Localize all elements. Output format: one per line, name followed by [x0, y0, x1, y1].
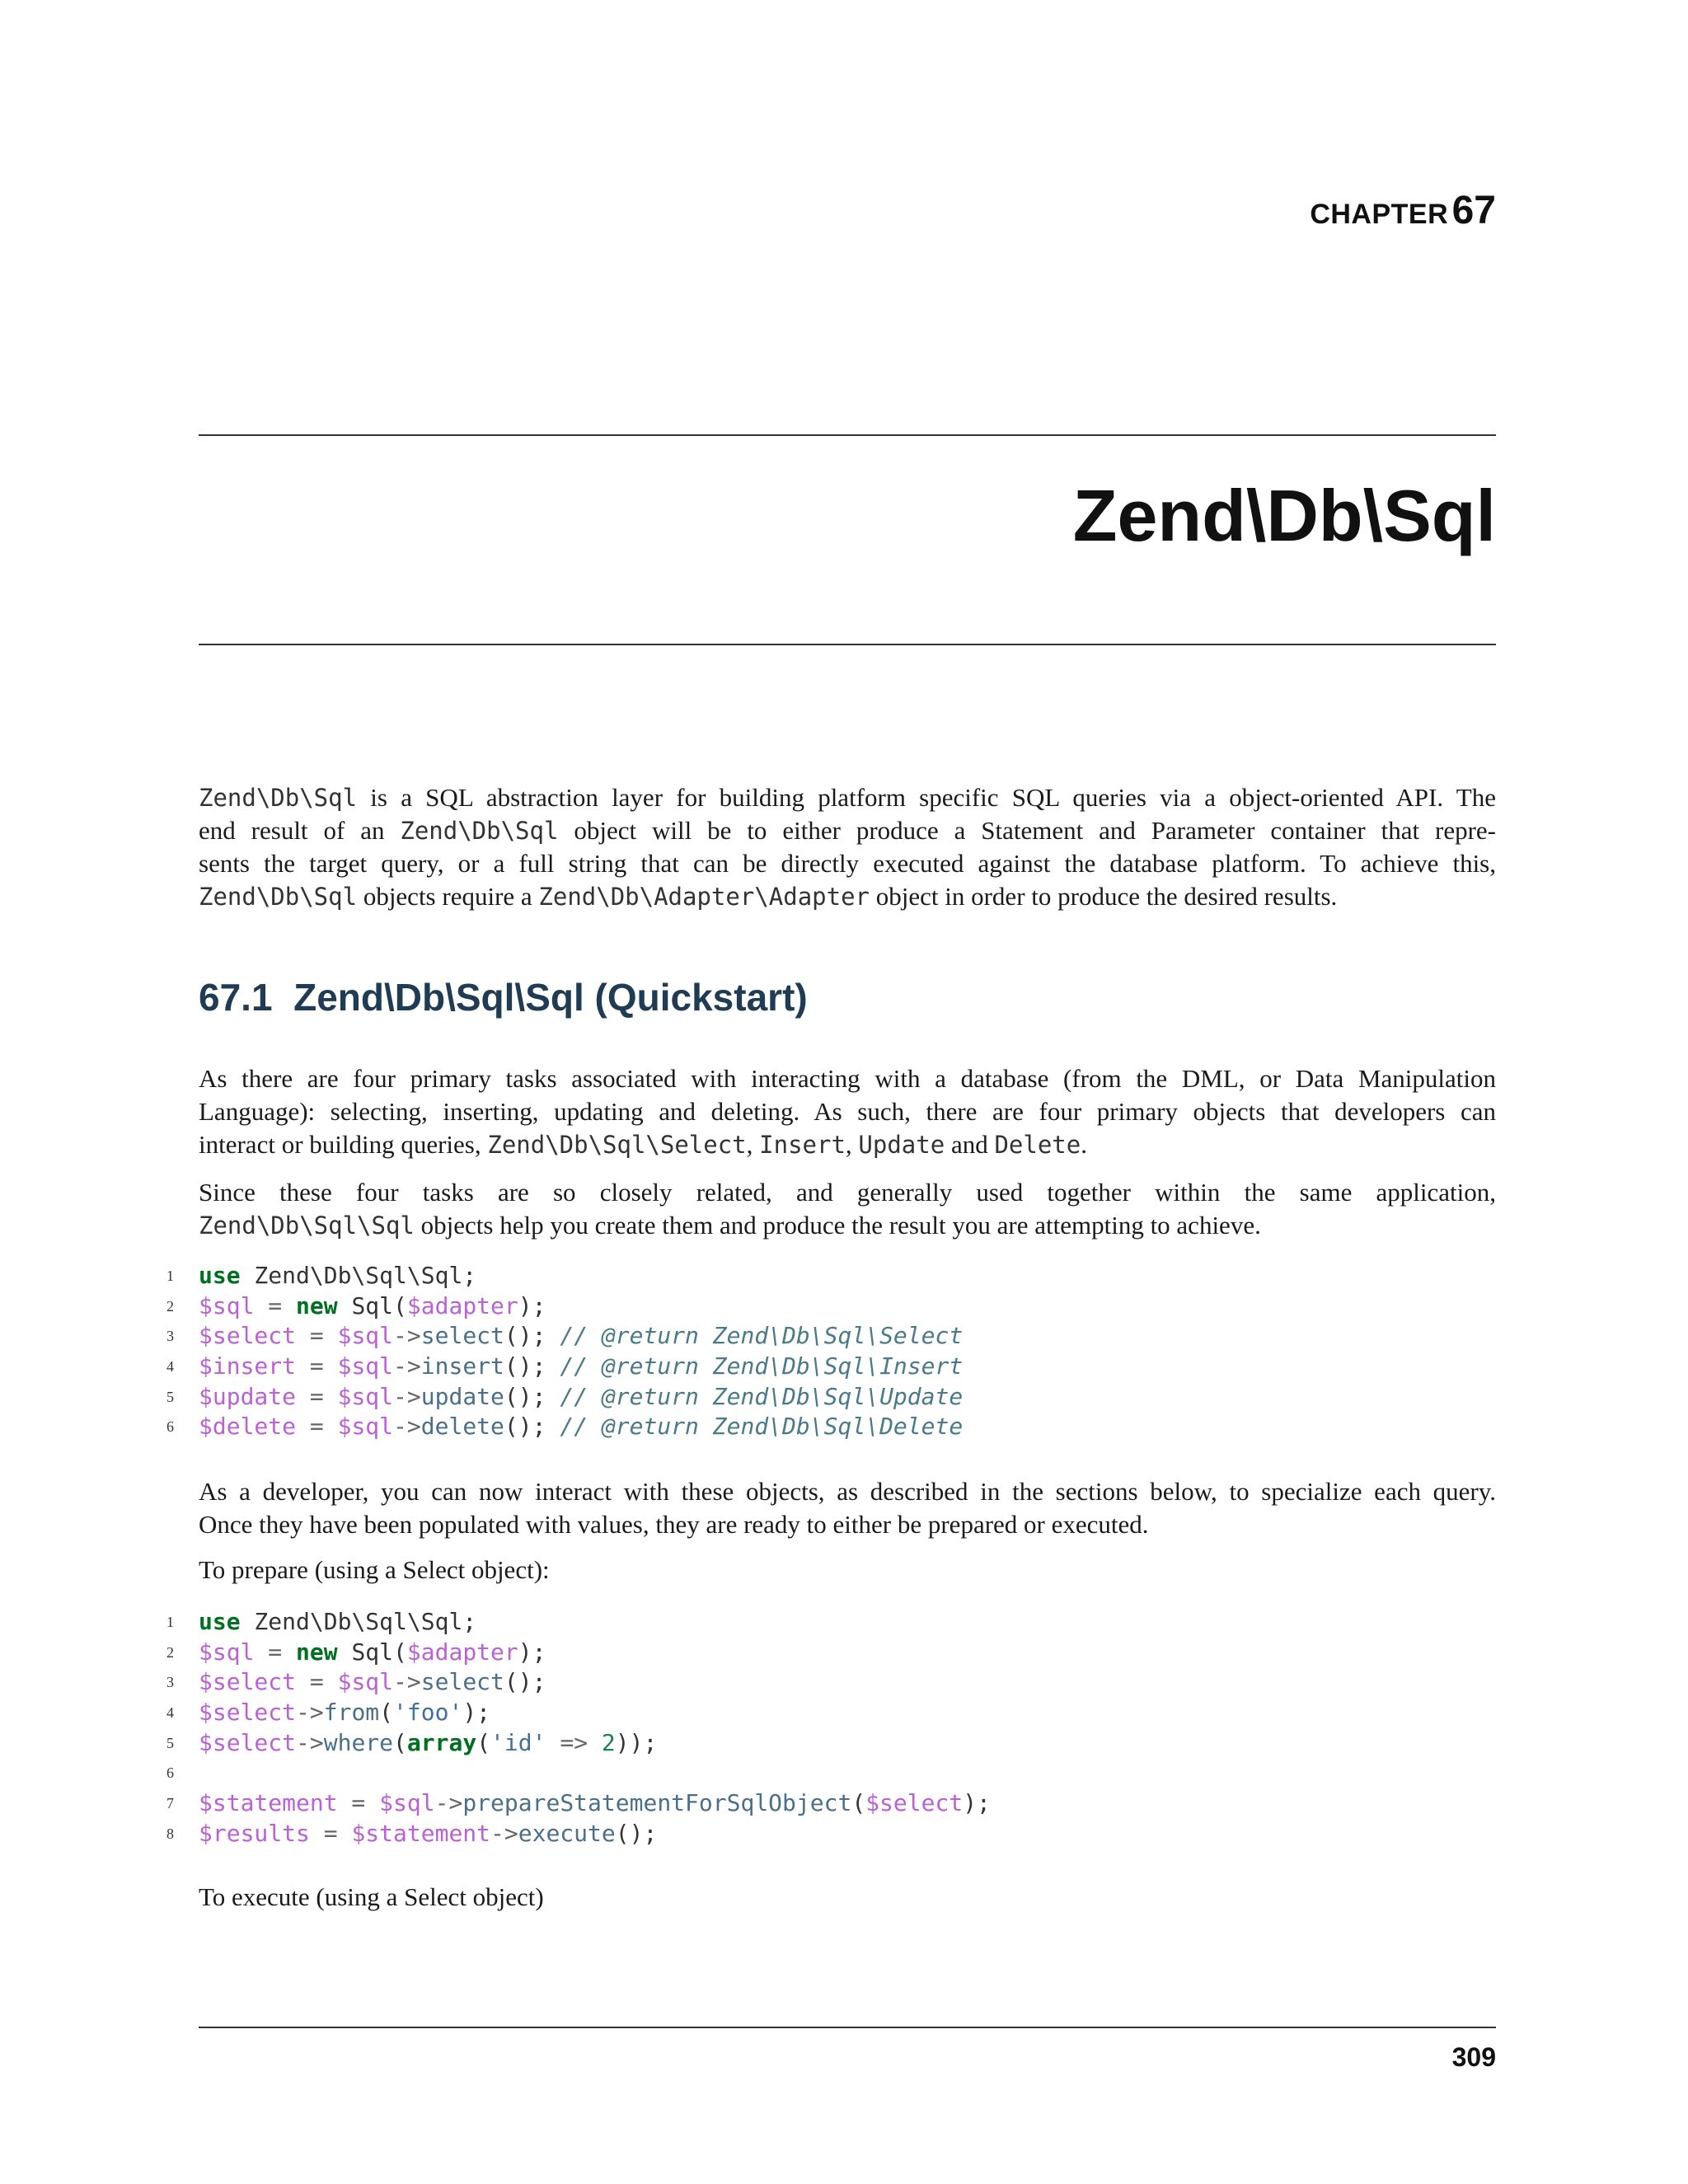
section-title: Zend\Db\Sql\Sql (Quickstart) — [293, 976, 808, 1019]
namespace: Zend\Db\Sql\Sql; — [240, 1262, 477, 1289]
operator: -> — [393, 1382, 421, 1410]
comment: // @return Zend\Db\Sql\Insert — [546, 1352, 964, 1380]
operator: = — [309, 1819, 352, 1847]
inline-code: Zend\Db\Sql\Sql — [199, 1212, 415, 1240]
title-bottom-rule — [199, 644, 1496, 645]
intro-paragraph — [199, 781, 1496, 913]
operator: => — [546, 1728, 602, 1756]
punctuation: ( — [393, 1728, 407, 1756]
number: 2 — [601, 1728, 616, 1756]
operator: -> — [393, 1668, 421, 1696]
operator: -> — [296, 1699, 324, 1727]
variable: $statement — [199, 1789, 338, 1817]
inline-code: Zend\Db\Adapter\Adapter — [538, 883, 870, 911]
inline-code: Insert — [759, 1131, 846, 1159]
text: Once they have been populated with values, they are ready to either be prepared or executed. — [199, 1510, 1149, 1539]
text: To execute (using a Select object) — [199, 1882, 544, 1911]
comment: // @return Zend\Db\Sql\Update — [546, 1382, 964, 1410]
line-number: 4 — [166, 1358, 174, 1376]
line-number: 4 — [166, 1704, 174, 1722]
variable: $select — [199, 1668, 297, 1696]
operator: = — [254, 1291, 297, 1319]
text: interact or building queries, — [199, 1130, 488, 1159]
text: , — [746, 1130, 760, 1159]
keyword: array — [406, 1728, 477, 1756]
chapter-word: CHAPTER — [1310, 199, 1449, 230]
code-block-prepare — [166, 1607, 1496, 1849]
code-line — [166, 1607, 1496, 1638]
code-line — [166, 1758, 1496, 1788]
method: from — [323, 1699, 380, 1727]
string: 'id' — [490, 1728, 546, 1756]
paragraph-execute — [199, 1881, 1496, 1914]
code-block-quickstart — [166, 1261, 1496, 1442]
punctuation: ( — [851, 1789, 866, 1817]
inline-code: Zend\Db\Sql\Select — [487, 1131, 747, 1159]
punctuation: ); — [462, 1699, 491, 1727]
method: execute — [518, 1819, 616, 1847]
namespace: Zend\Db\Sql\Sql; — [240, 1608, 477, 1635]
string: 'foo' — [393, 1699, 463, 1727]
method: select — [420, 1668, 504, 1696]
section-number: 67.1 — [199, 976, 273, 1019]
line-number: 3 — [166, 1674, 174, 1691]
line-number: 7 — [166, 1795, 174, 1812]
line-number: 3 — [166, 1328, 174, 1345]
variable: $select — [865, 1789, 964, 1817]
variable: $sql — [337, 1668, 394, 1696]
punctuation: (); — [504, 1668, 546, 1696]
punctuation: (); — [504, 1382, 546, 1410]
code-line — [166, 1638, 1496, 1668]
inline-code: Zend\Db\Sql — [400, 817, 559, 845]
code-line — [166, 1321, 1496, 1352]
operator: -> — [393, 1352, 421, 1380]
operator: = — [296, 1413, 338, 1441]
inline-code: Update — [858, 1131, 945, 1159]
variable: $sql — [199, 1638, 255, 1666]
punctuation: )); — [615, 1728, 658, 1756]
variable: $sql — [337, 1382, 394, 1410]
comment: // @return Zend\Db\Sql\Delete — [546, 1413, 964, 1441]
chapter-number: 67 — [1451, 189, 1496, 232]
operator: -> — [490, 1819, 518, 1847]
line-number: 2 — [166, 1643, 174, 1661]
method: delete — [420, 1413, 504, 1441]
inline-code: Delete — [994, 1131, 1081, 1159]
comment: // @return Zend\Db\Sql\Select — [546, 1322, 964, 1350]
text: end result of an — [199, 816, 401, 845]
operator: -> — [296, 1728, 324, 1756]
variable: $sql — [337, 1352, 394, 1380]
text: Since these four tasks are so closely related, and generally used together within the same application, — [199, 1178, 1496, 1207]
code-line — [166, 1291, 1496, 1322]
variable: $select — [199, 1699, 297, 1727]
footer-rule — [199, 2027, 1496, 2028]
punctuation: (); — [504, 1352, 546, 1380]
method: select — [420, 1322, 504, 1350]
inline-code: Zend\Db\Sql — [199, 883, 358, 911]
variable: $statement — [351, 1819, 491, 1847]
chapter-label — [1310, 188, 1496, 233]
class-name: Sql( — [337, 1291, 407, 1319]
variable: $sql — [337, 1322, 394, 1350]
inline-code: Zend\Db\Sql — [199, 784, 358, 812]
punctuation: ( — [379, 1699, 394, 1727]
method: where — [323, 1728, 394, 1756]
variable: $sql — [337, 1413, 394, 1441]
code-line — [166, 1352, 1496, 1382]
text: objects require a — [357, 882, 539, 911]
page-number: 309 — [1451, 2042, 1496, 2072]
method: update — [420, 1382, 504, 1410]
text: object will be to either produce a Statement and Parameter container that repre- — [558, 816, 1496, 845]
text: objects help you create them and produce the result you are attempting to achieve. — [414, 1211, 1261, 1240]
code-line — [166, 1382, 1496, 1413]
variable: $insert — [199, 1352, 297, 1380]
operator: = — [254, 1638, 297, 1666]
line-number: 6 — [166, 1418, 174, 1436]
text: As there are four primary tasks associated with interacting with a database (from the DML, or Data Manipulation — [199, 1064, 1496, 1093]
line-number: 1 — [166, 1268, 174, 1284]
line-number: 1 — [166, 1614, 174, 1630]
punctuation: ); — [518, 1638, 546, 1666]
method: insert — [420, 1352, 504, 1380]
paragraph-tasks — [199, 1062, 1496, 1161]
punctuation: (); — [504, 1322, 546, 1350]
line-number: 6 — [166, 1765, 174, 1782]
text: , — [845, 1130, 859, 1159]
punctuation: ); — [963, 1789, 991, 1817]
text: and — [945, 1130, 995, 1159]
paragraph-prepare — [199, 1554, 1496, 1586]
variable: $update — [199, 1382, 297, 1410]
code-line — [166, 1412, 1496, 1442]
keyword: new — [296, 1291, 338, 1319]
page-title: Zend\Db\Sql — [1072, 475, 1496, 556]
operator: = — [296, 1322, 338, 1350]
paragraph-related — [199, 1176, 1496, 1242]
variable: $sql — [379, 1789, 435, 1817]
keyword: new — [296, 1638, 338, 1666]
code-line — [166, 1728, 1496, 1759]
variable: $sql — [199, 1291, 255, 1319]
variable: $results — [199, 1819, 310, 1847]
keyword: use — [199, 1608, 241, 1635]
text: Language): selecting, inserting, updating and deleting. As such, there are four primary objects that developers can — [199, 1097, 1496, 1126]
section-heading — [199, 975, 808, 1019]
paragraph-developer — [199, 1475, 1496, 1541]
variable: $delete — [199, 1413, 297, 1441]
variable: $select — [199, 1728, 297, 1756]
code-line — [166, 1261, 1496, 1291]
punctuation: (); — [615, 1819, 658, 1847]
variable: $adapter — [406, 1291, 518, 1319]
operator: -> — [393, 1322, 421, 1350]
variable: $adapter — [406, 1638, 518, 1666]
line-number: 5 — [166, 1388, 174, 1405]
text: object in order to produce the desired results. — [870, 882, 1338, 911]
code-line — [166, 1698, 1496, 1728]
text: sents the target query, or a full string that can be directly executed against the database platform. To achieve this, — [199, 849, 1496, 878]
operator: = — [296, 1352, 338, 1380]
line-number: 2 — [166, 1297, 174, 1315]
punctuation: ( — [476, 1728, 491, 1756]
text: As a developer, you can now interact with these objects, as described in the sections below, to specialize each query. — [199, 1477, 1496, 1506]
operator: = — [337, 1789, 380, 1817]
keyword: use — [199, 1262, 241, 1289]
punctuation: ); — [518, 1291, 546, 1319]
punctuation: (); — [504, 1413, 546, 1441]
class-name: Sql( — [337, 1638, 407, 1666]
text: is a SQL abstraction layer for building platform specific SQL queries via a object-oriented API. The — [357, 783, 1496, 812]
line-number: 5 — [166, 1734, 174, 1751]
operator: -> — [393, 1413, 421, 1441]
code-line — [166, 1667, 1496, 1698]
operator: = — [296, 1382, 338, 1410]
line-number: 8 — [166, 1825, 174, 1842]
variable: $select — [199, 1322, 297, 1350]
code-line — [166, 1788, 1496, 1819]
method: prepareStatementForSqlObject — [462, 1789, 852, 1817]
title-top-rule — [199, 434, 1496, 436]
operator: -> — [434, 1789, 463, 1817]
text: . — [1081, 1130, 1087, 1159]
operator: = — [296, 1668, 338, 1696]
text: To prepare (using a Select object): — [199, 1555, 550, 1584]
code-line — [166, 1819, 1496, 1849]
